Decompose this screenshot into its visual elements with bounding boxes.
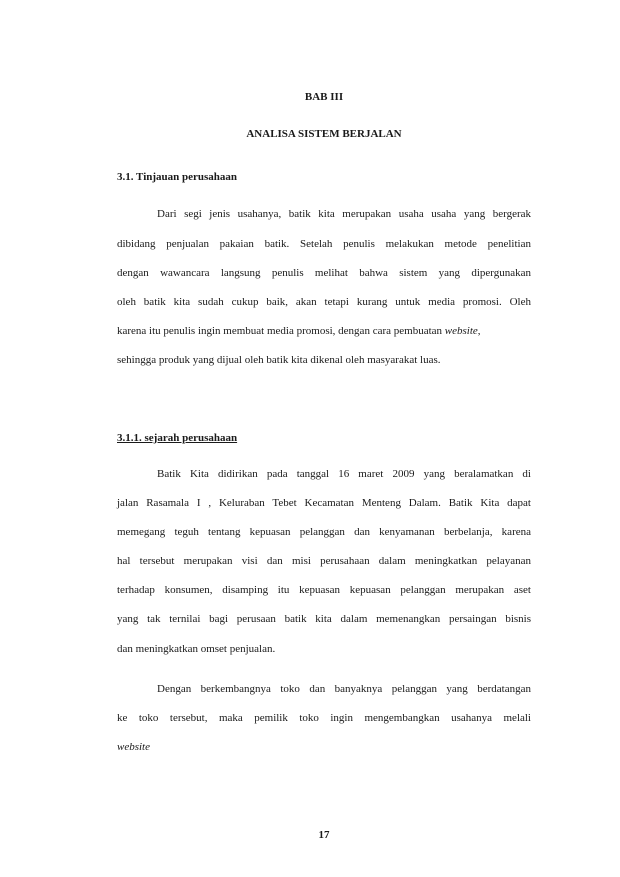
paragraph-line: sehingga produk yang dijual oleh batik kita dikenal oleh masyarakat luas. — [117, 354, 441, 366]
chapter-label: BAB III — [304, 91, 344, 103]
paragraph-line — [117, 324, 531, 338]
paragraph-text: , — [477, 325, 481, 337]
section-heading-tinjauan: 3.1. Tinjauan perusahaan — [117, 171, 238, 183]
paragraph-line — [117, 740, 531, 754]
paragraph-line: memegang teguh tentang kepuasan pelanggan dan kenyamanan berbelanja, karena — [117, 526, 531, 538]
paragraph-line: oleh batik kita sudah cukup baik, akan tetapi kurang untuk media promosi. Oleh — [117, 296, 531, 308]
chapter-title: ANALISA SISTEM BERJALAN — [246, 128, 402, 140]
paragraph-line: Dengan berkembangnya toko dan banyaknya pelanggan yang berdatangan — [157, 683, 531, 695]
paragraph-line: Batik Kita didirikan pada tanggal 16 maret 2009 yang beralamatkan di — [157, 468, 531, 480]
website-term: website — [444, 325, 478, 337]
paragraph-line: hal tersebut merupakan visi dan misi perusahaan dalam meningkatkan pelayanan — [117, 555, 531, 567]
paragraph-line: Dari segi jenis usahanya, batik kita merupakan usaha usaha yang bergerak — [157, 208, 531, 220]
section-heading-sejarah: 3.1.1. sejarah perusahaan — [117, 432, 238, 444]
paragraph-line: yang tak ternilai bagi perusaan batik kita dalam memenangkan persaingan bisnis — [117, 613, 531, 625]
page-number: 17 — [318, 829, 330, 841]
paragraph-line: terhadap konsumen, disamping itu kepuasan kepuasan pelanggan merupakan aset — [117, 584, 531, 596]
paragraph-line: dibidang penjualan pakaian batik. Setelah penulis melakukan metode penelitian — [117, 238, 531, 250]
paragraph-line: ke toko tersebut, maka pemilik toko ingin mengembangkan usahanya melali — [117, 712, 531, 724]
paragraph-line: jalan Rasamala I , Keluraban Tebet Kecamatan Menteng Dalam. Batik Kita dapat — [117, 497, 531, 509]
paragraph-line: dan meningkatkan omset penjualan. — [117, 643, 276, 655]
paragraph-line: dengan wawancara langsung penulis melihat bahwa sistem yang dipergunakan — [117, 267, 531, 279]
paragraph-text: karena itu penulis ingin membuat media promosi, dengan cara pembuatan — [117, 325, 445, 337]
website-term: website — [117, 741, 150, 753]
